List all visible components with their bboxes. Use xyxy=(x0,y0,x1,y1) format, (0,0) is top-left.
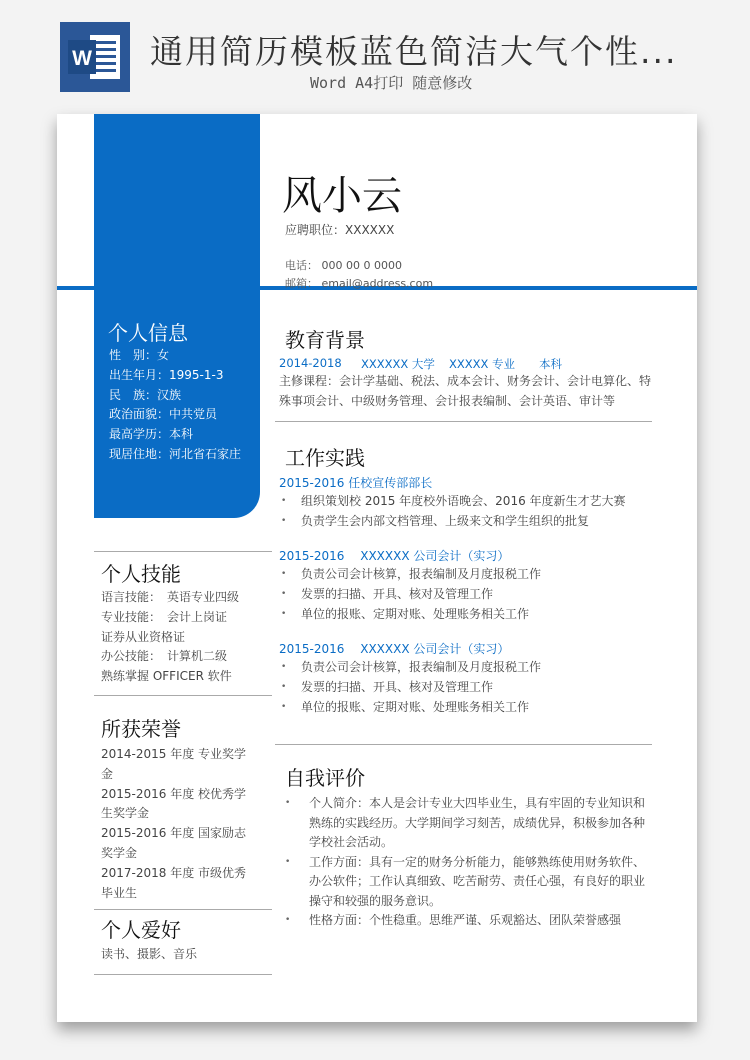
self-evaluation-item: • 工作方面：具有一定的财务分析能力，能够熟练使用财务软件、办公软件；工作认真细致、吃苦耐劳、责任心强，有良好的职业操守和较强的服务意识。 xyxy=(279,853,649,912)
honor-item: 2017-2018 年度 市级优秀毕业生 xyxy=(101,865,247,900)
personal-info-item: 民 族：汉族 xyxy=(109,387,182,402)
personal-info-item: 出生年月：1995-1-3 xyxy=(109,367,224,382)
job-title: 2015-2016 XXXXXX 公司会计（实习） xyxy=(279,642,510,656)
job-bullets xyxy=(279,565,649,624)
job-bullet: • 组织策划校 2015 年度校外语晚会、2016 年度新生才艺大赛 xyxy=(279,492,649,512)
honors-heading: 所获荣誉 xyxy=(101,717,181,741)
divider xyxy=(275,421,652,422)
divider xyxy=(94,974,272,975)
self-evaluation-list xyxy=(279,794,649,931)
resume-page xyxy=(57,114,697,1022)
phone-text: 电话： 000 00 0 0000 xyxy=(285,259,402,272)
document-title: 通用简历模板蓝色简洁大气个性... xyxy=(150,32,678,71)
job-bullet: • 发票的扫描、开具、核对及管理工作 xyxy=(279,678,649,698)
honor-item: 2014-2015 年度 专业奖学金 xyxy=(101,747,247,781)
work-heading: 工作实践 xyxy=(285,446,365,470)
personal-info-item: 政治面貌：中共党员 xyxy=(109,407,218,422)
personal-info-item: 现居住地：河北省石家庄 xyxy=(109,446,242,461)
divider xyxy=(94,551,272,552)
candidate-name: 风小云 xyxy=(282,173,402,219)
education-major: XXXXX 专业 xyxy=(449,357,516,371)
education-heading: 教育背景 xyxy=(285,328,365,352)
self-evaluation-heading: 自我评价 xyxy=(285,766,365,790)
honor-item: 2015-2016 年度 国家励志奖学金 xyxy=(101,826,247,860)
hobbies-heading: 个人爱好 xyxy=(101,918,181,942)
document-subtitle: Word A4打印 随意修改 xyxy=(310,74,473,92)
job-bullet: • 负责公司会计核算，报表编制及月度报税工作 xyxy=(279,565,649,585)
job-bullet: • 发票的扫描、开具、核对及管理工作 xyxy=(279,585,649,605)
personal-info-item: 最高学历：本科 xyxy=(109,427,194,442)
self-evaluation-item: • 个人简介：本人是会计专业大四毕业生，具有牢固的专业知识和熟练的实践经历。大学期间学习刻苦，成绩优异，积极参加各种学校社会活动。 xyxy=(279,794,649,853)
education-years: 2014-2018 xyxy=(279,356,342,370)
personal-info-item: 性 别：女 xyxy=(109,348,170,362)
education-courses: 主修课程：会计学基础、税法、成本会计、财务会计、会计电算化、特殊事项会计、中级财务管理、会计报表编制、会计英语、审计等 xyxy=(279,374,652,408)
personal-info-list xyxy=(109,346,241,465)
divider xyxy=(94,695,272,696)
job-title: 2015-2016 任校宣传部部长 xyxy=(279,476,433,490)
honors-list xyxy=(101,745,251,903)
personal-info-heading: 个人信息 xyxy=(108,321,188,345)
education-degree: 本科 xyxy=(539,357,562,371)
job-bullets xyxy=(279,492,649,532)
hobbies-text: 读书、摄影、音乐 xyxy=(101,947,198,961)
job-bullets xyxy=(279,658,649,717)
self-evaluation-item: • 性格方面：个性稳重。思维严谨、乐观豁达、团队荣誉感强 xyxy=(279,911,649,931)
job-bullet: • 负责公司会计核算，报表编制及月度报税工作 xyxy=(279,658,649,678)
skills-heading: 个人技能 xyxy=(101,562,181,586)
job-bullet: • 负责学生会内部文档管理、上级来文和学生组织的批复 xyxy=(279,512,649,532)
applied-position: 应聘职位：XXXXXX xyxy=(285,223,395,237)
divider xyxy=(275,744,652,745)
svg-text:W: W xyxy=(72,47,92,70)
skills-list xyxy=(101,588,261,687)
skill-item: 专业技能： 会计上岗证 xyxy=(101,609,228,624)
job-bullet: • 单位的报账、定期对账、处理账务相关工作 xyxy=(279,698,649,718)
skill-item: 证券从业资格证 xyxy=(101,629,186,644)
job-bullet: • 单位的报账、定期对账、处理账务相关工作 xyxy=(279,605,649,625)
skill-item: 语言技能： 英语专业四级 xyxy=(101,590,240,604)
job-title: 2015-2016 XXXXXX 公司会计（实习） xyxy=(279,549,510,563)
honor-item: 2015-2016 年度 校优秀学生奖学金 xyxy=(101,786,247,821)
education-school: XXXXXX 大学 xyxy=(361,357,435,371)
word-document-icon xyxy=(60,22,130,92)
divider xyxy=(94,909,272,910)
email-text: 邮箱： email@address.com xyxy=(285,277,434,290)
skill-item: 办公技能： 计算机二级 xyxy=(101,649,228,664)
skill-item: 熟练掌握 OFFICER 软件 xyxy=(101,669,232,684)
